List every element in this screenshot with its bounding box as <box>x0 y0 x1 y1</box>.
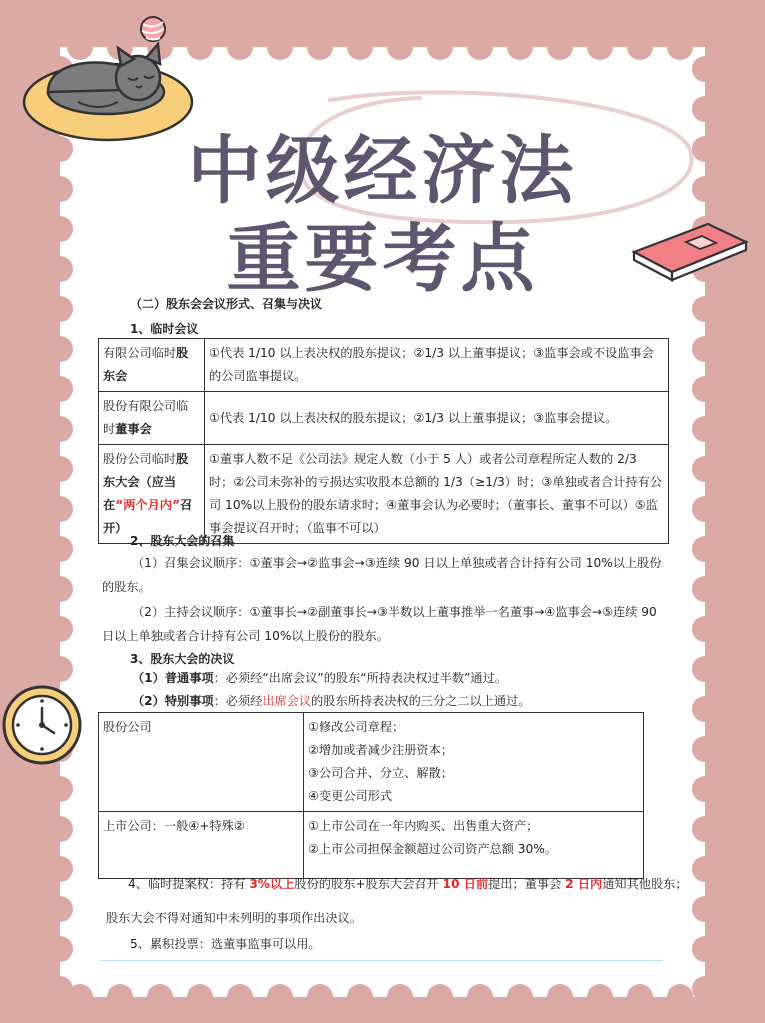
subsection-heading-3: 3、股东大会的决议 <box>130 652 235 666</box>
section-heading: （二）股东会会议形式、召集与决议 <box>130 297 323 311</box>
table-cell-content: ①代表 1/10 以上表决权的股东提议；②1/3 以上董事提议；③监事会或不设监事会的公司监事提议。 <box>205 339 669 392</box>
paragraph-convene-order: （1）召集会议顺序：①董事会→②监事会→③连续 90 日以上单独或者合计持有公司 10%以上股份的股东。 <box>102 556 662 594</box>
paragraph-special-matters: （2）特别事项：必须经出席会议的股东所持表决权的三分之二以上通过。 <box>132 694 531 708</box>
table-cell-label: 上市公司：一般④+特殊② <box>99 812 304 879</box>
table-cell-content: ①上市公司在一年内购买、出售重大资产； ②上市公司担保金额超过公司资产总额 30%。 <box>304 812 644 879</box>
paragraph-preside-order: （2）主持会议顺序：①董事长→②副董事长→③半数以上董事推举一名董事→④监事会→⑤连续 90 日以上单独或者合计持有公司 10%以上股份的股东。 <box>102 605 657 643</box>
table-cell-label: 股份有限公司临时董事会 <box>99 392 205 445</box>
table-row <box>99 339 669 392</box>
paragraph-no-unlisted-matters: 股东大会不得对通知中未列明的事项作出决议。 <box>106 911 362 925</box>
paragraph-ordinary-matters: （1）普通事项：必须经“出席会议”的股东“所持表决权过半数”通过。 <box>132 671 507 685</box>
divider <box>100 960 663 961</box>
table-cell-content: ①代表 1/10 以上表决权的股东提议；②1/3 以上董事提议；③监事会提议。 <box>205 392 669 445</box>
table-row <box>99 445 669 544</box>
subsection-heading-1: 1、临时会议 <box>130 322 199 336</box>
table-cell-content: ①董事人数不足《公司法》规定人数（小于 5 人）或者公司章程所定人数的 2/3 时；②公司未弥补的亏损达实收股本总额的 1/3（≥1/3）时；③单独或者合计持有公司 10%以上股份的股东请求时；④董事会认为必要时；（董事长、董事不可以）⑤监事会提议召开时；（监事不可以） <box>205 445 669 544</box>
table-cell-content: ①修改公司章程； ②增加或者减少注册资本； ③公司合并、分立、解散； ④变更公司形式 <box>304 713 644 812</box>
yarn-ball-icon <box>138 14 168 44</box>
temporary-meeting-table <box>98 338 669 544</box>
subsection-heading-2: 2、股东大会的召集 <box>130 534 235 548</box>
clock-icon <box>0 683 84 767</box>
paragraph-cumulative-voting: 5、累积投票：选董事监事可以用。 <box>130 937 321 951</box>
table-row <box>99 392 669 445</box>
table-cell-label: 股份公司临时股东大会（应当在“两个月内”召开） <box>99 445 205 544</box>
special-matters-table <box>98 712 644 879</box>
table-row <box>99 713 644 812</box>
table-cell-label: 股份公司 <box>99 713 304 812</box>
page-title-line-2: 重要考点 <box>226 216 539 302</box>
table-row <box>99 812 644 879</box>
page-title-line-1: 中级经济法 <box>187 128 578 214</box>
table-cell-label: 有限公司临时股东会 <box>99 339 205 392</box>
paragraph-proposal-right: 4、临时提案权：持有 3%以上股份的股东+股东大会召开 10 日前提出；董事会 2 日内通知其他股东； <box>128 877 688 891</box>
